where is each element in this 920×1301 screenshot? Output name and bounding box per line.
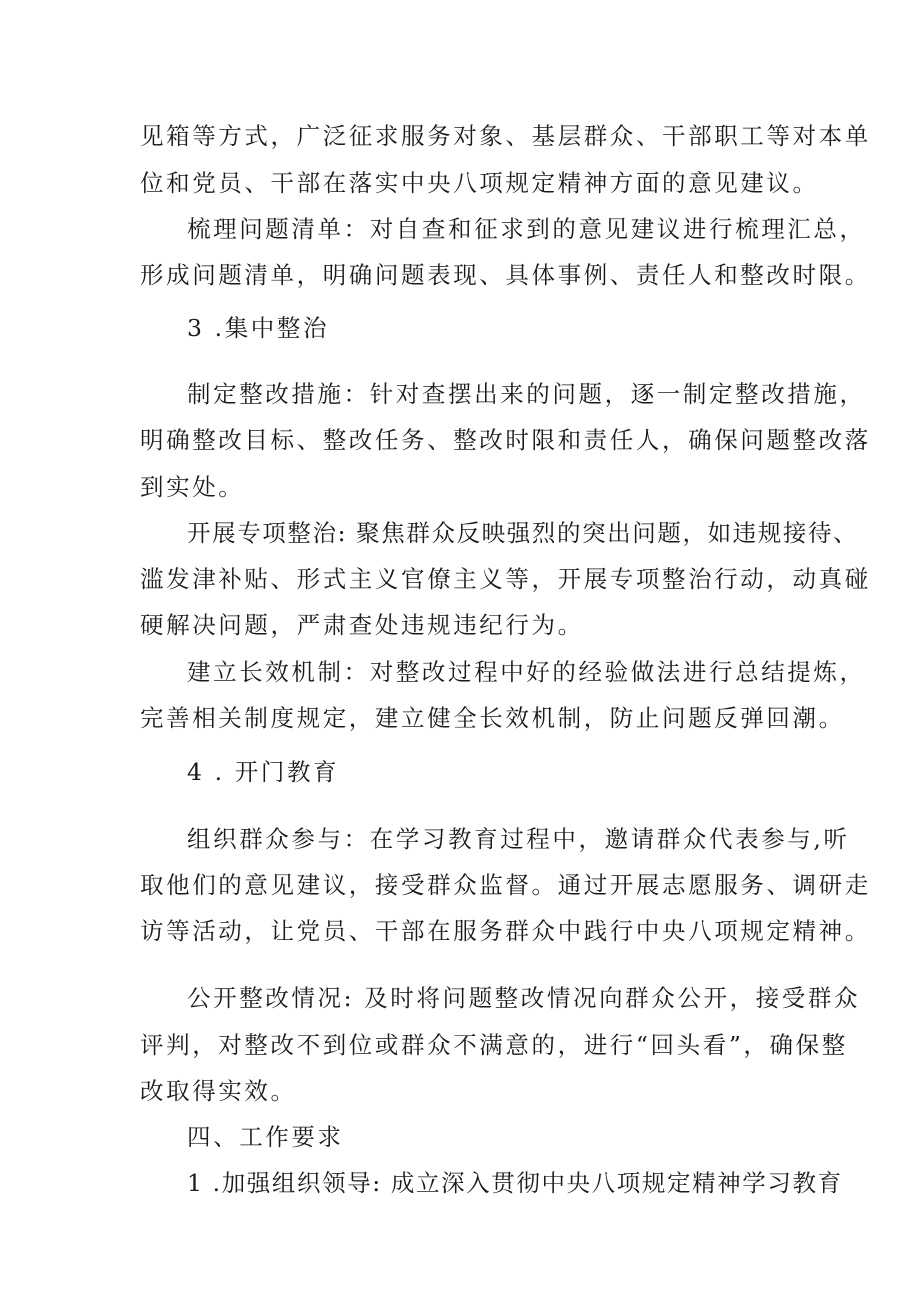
section-heading-3: 3 .集中整治 (187, 314, 330, 342)
text-line: 评判，对整改不到位或群众不满意的，进行“回头看”，确保整 (140, 1031, 848, 1059)
text-line: 见箱等方式，广泛征求服务对象、基层群众、干部职工等对本单 (140, 122, 871, 150)
section-heading-4: 4 . 开门教育 (187, 758, 340, 786)
paragraph-start-line: 公开整改情况: 及时将问题整改情况向群众公开，接受群众 (187, 984, 861, 1012)
text-line: 硬解决问题，严肃查处违规违纪行为。 (140, 611, 584, 639)
numbered-item-1: 1 .加强组织领导: 成立深入贯彻中央八项规定精神学习教育 (187, 1169, 843, 1197)
text-line: 到实处。 (140, 473, 245, 501)
text-line: 取他们的意见建议，接受群众监督。通过开展志愿服务、调研走 (140, 871, 871, 899)
text-line: 滥发津补贴、形式主义官僚主义等，开展专项整治行动，动真碰 (140, 565, 871, 593)
text-line: 明确整改目标、整改任务、整改时限和责任人，确保问题整改落 (140, 426, 871, 454)
text-line: 改取得实效。 (140, 1077, 297, 1105)
section-heading-work-requirements: 四、工作要求 (187, 1123, 344, 1151)
text-line: 位和党员、干部在落实中央八项规定精神方面的意见建议。 (140, 169, 819, 197)
text-line: 形成问题清单，明确问题表现、具体事例、责任人和整改时限。 (140, 261, 871, 289)
paragraph-start-line: 制定整改措施：针对查摆出来的问题，逐一制定整改措施， (187, 380, 866, 408)
paragraph-start-line: 开展专项整治: 聚焦群众反映强烈的突出问题，如违规接待、 (187, 519, 859, 547)
text-line: 访等活动，让党员、干部在服务群众中践行中央八项规定精神。 (140, 917, 871, 945)
paragraph-start-line: 组织群众参与：在学习教育过程中，邀请群众代表参与,听 (187, 825, 850, 853)
paragraph-start-line: 梳理问题清单：对自查和征求到的意见建议进行梳理汇总， (187, 215, 866, 243)
text-line: 完善相关制度规定，建立健全长效机制，防止问题反弹回潮。 (140, 704, 845, 732)
paragraph-start-line: 建立长效机制：对整改过程中好的经验做法进行总结提炼， (187, 658, 866, 686)
